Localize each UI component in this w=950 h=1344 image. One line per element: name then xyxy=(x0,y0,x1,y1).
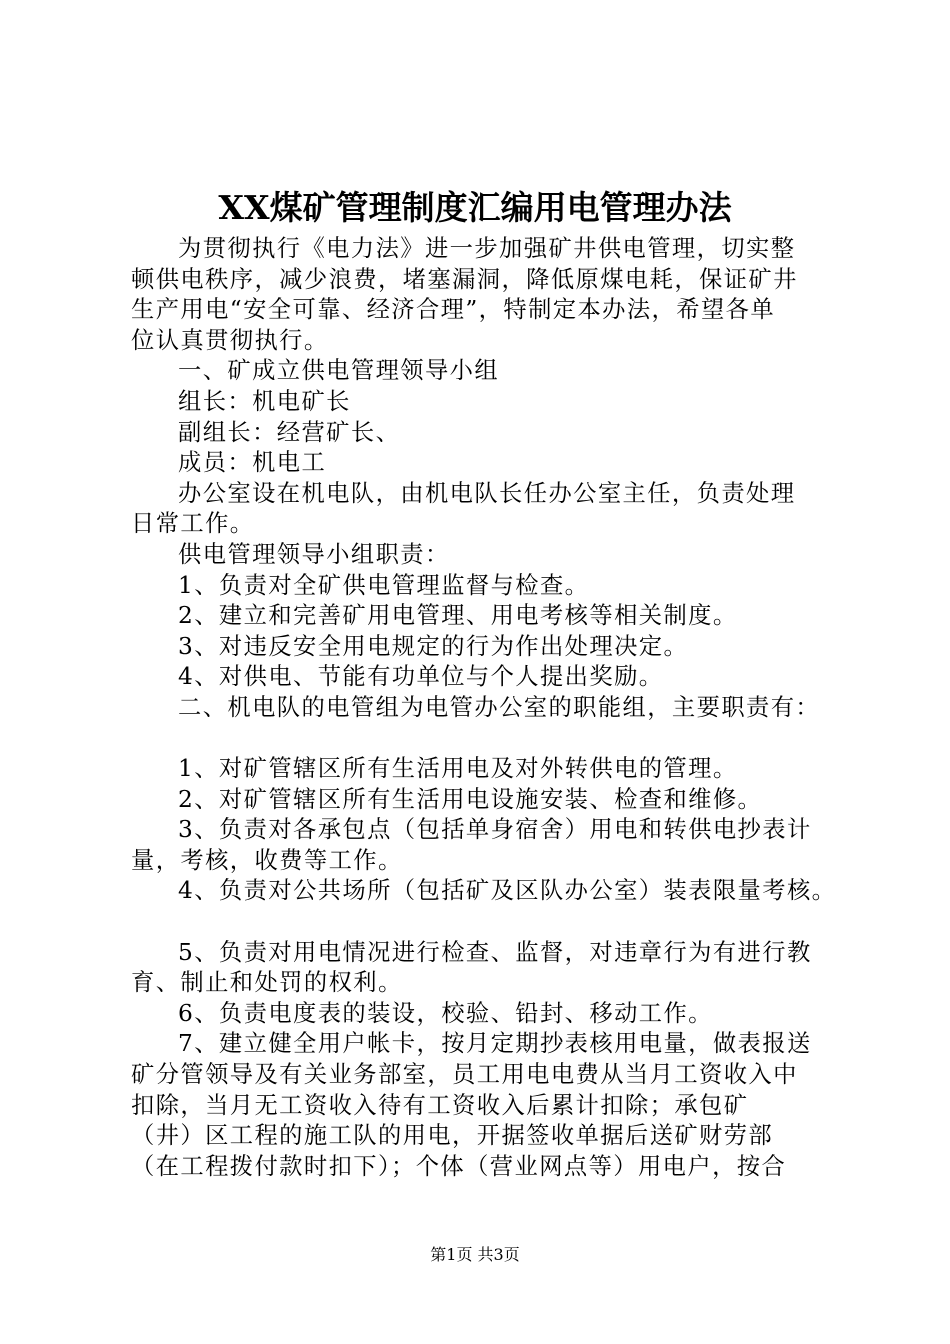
paragraph-line: 组长：机电矿长 xyxy=(178,387,351,415)
list-item: 5、负责对用电情况进行检查、监督，对违章行为有进行教 xyxy=(178,938,812,966)
list-item: 1、对矿管辖区所有生活用电及对外转供电的管理。 xyxy=(178,755,738,783)
list-item: 4、负责对公共场所（包括矿及区队办公室）装表限量考核。 xyxy=(178,877,837,905)
paragraph-line: 位认真贯彻执行。 xyxy=(131,326,329,354)
list-item: 3、对违反安全用电规定的行为作出处理决定。 xyxy=(178,632,689,660)
paragraph-line: 为贯彻执行《电力法》进一步加强矿井供电管理，切实整 xyxy=(178,235,796,262)
document-body xyxy=(131,234,851,1182)
paragraph-line: 成员：机电工 xyxy=(178,449,327,477)
list-item: 2、对矿管辖区所有生活用电设施安装、检查和维修。 xyxy=(178,785,763,813)
list-item: 4、对供电、节能有功单位与个人提出奖励。 xyxy=(178,663,664,691)
paragraph-line: 矿分管领导及有关业务部室，员工用电电费从当月工资收入中 xyxy=(131,1061,798,1089)
paragraph-line: 副组长：经营矿长、 xyxy=(178,418,401,446)
list-item: 6、负责电度表的装设，校验、铅封、移动工作。 xyxy=(178,999,713,1027)
page-footer: 第1页 共3页 xyxy=(430,1245,520,1264)
paragraph-line: 量，考核，收费等工作。 xyxy=(131,846,403,874)
list-item: 7、建立健全用户帐卡，按月定期抄表核用电量，做表报送 xyxy=(178,1030,812,1058)
list-item: 2、建立和完善矿用电管理、用电考核等相关制度。 xyxy=(178,602,738,630)
section-heading: 二、机电队的电管组为电管办公室的职能组，主要职责有： xyxy=(178,693,821,721)
paragraph-line: 日常工作。 xyxy=(131,510,255,538)
blank-line xyxy=(131,724,851,755)
paragraph-line: 育、制止和处罚的权利。 xyxy=(131,969,403,997)
list-item: 1、负责对全矿供电管理监督与检查。 xyxy=(178,571,590,599)
paragraph-line: 扣除，当月无工资收入待有工资收入后累计扣除；承包矿 xyxy=(131,1091,749,1119)
paragraph-line: 办公室设在机电队，由机电队长任办公室主任，负责处理 xyxy=(178,479,796,507)
paragraph-line: 供电管理领导小组职责： xyxy=(178,540,450,568)
blank-line xyxy=(131,907,851,938)
section-heading: 一、矿成立供电管理领导小组 xyxy=(178,357,500,385)
paragraph-line: 生产用电“安全可靠、经济合理”，特制定本办法，希望各单 xyxy=(131,296,776,324)
list-item: 3、负责对各承包点（包括单身宿舍）用电和转供电抄表计 xyxy=(178,816,812,844)
paragraph-line: （井）区工程的施工队的用电，开据签收单据后送矿财劳部 xyxy=(131,1122,774,1150)
paragraph-line: 顿供电秩序，减少浪费，堵塞漏洞，降低原煤电耗，保证矿井 xyxy=(131,265,798,293)
paragraph-line: （在工程拨付款时扣下）；个体（营业网点等）用电户，按合 xyxy=(131,1152,787,1180)
document-title: XX煤矿管理制度汇编用电管理办法 xyxy=(218,188,732,227)
